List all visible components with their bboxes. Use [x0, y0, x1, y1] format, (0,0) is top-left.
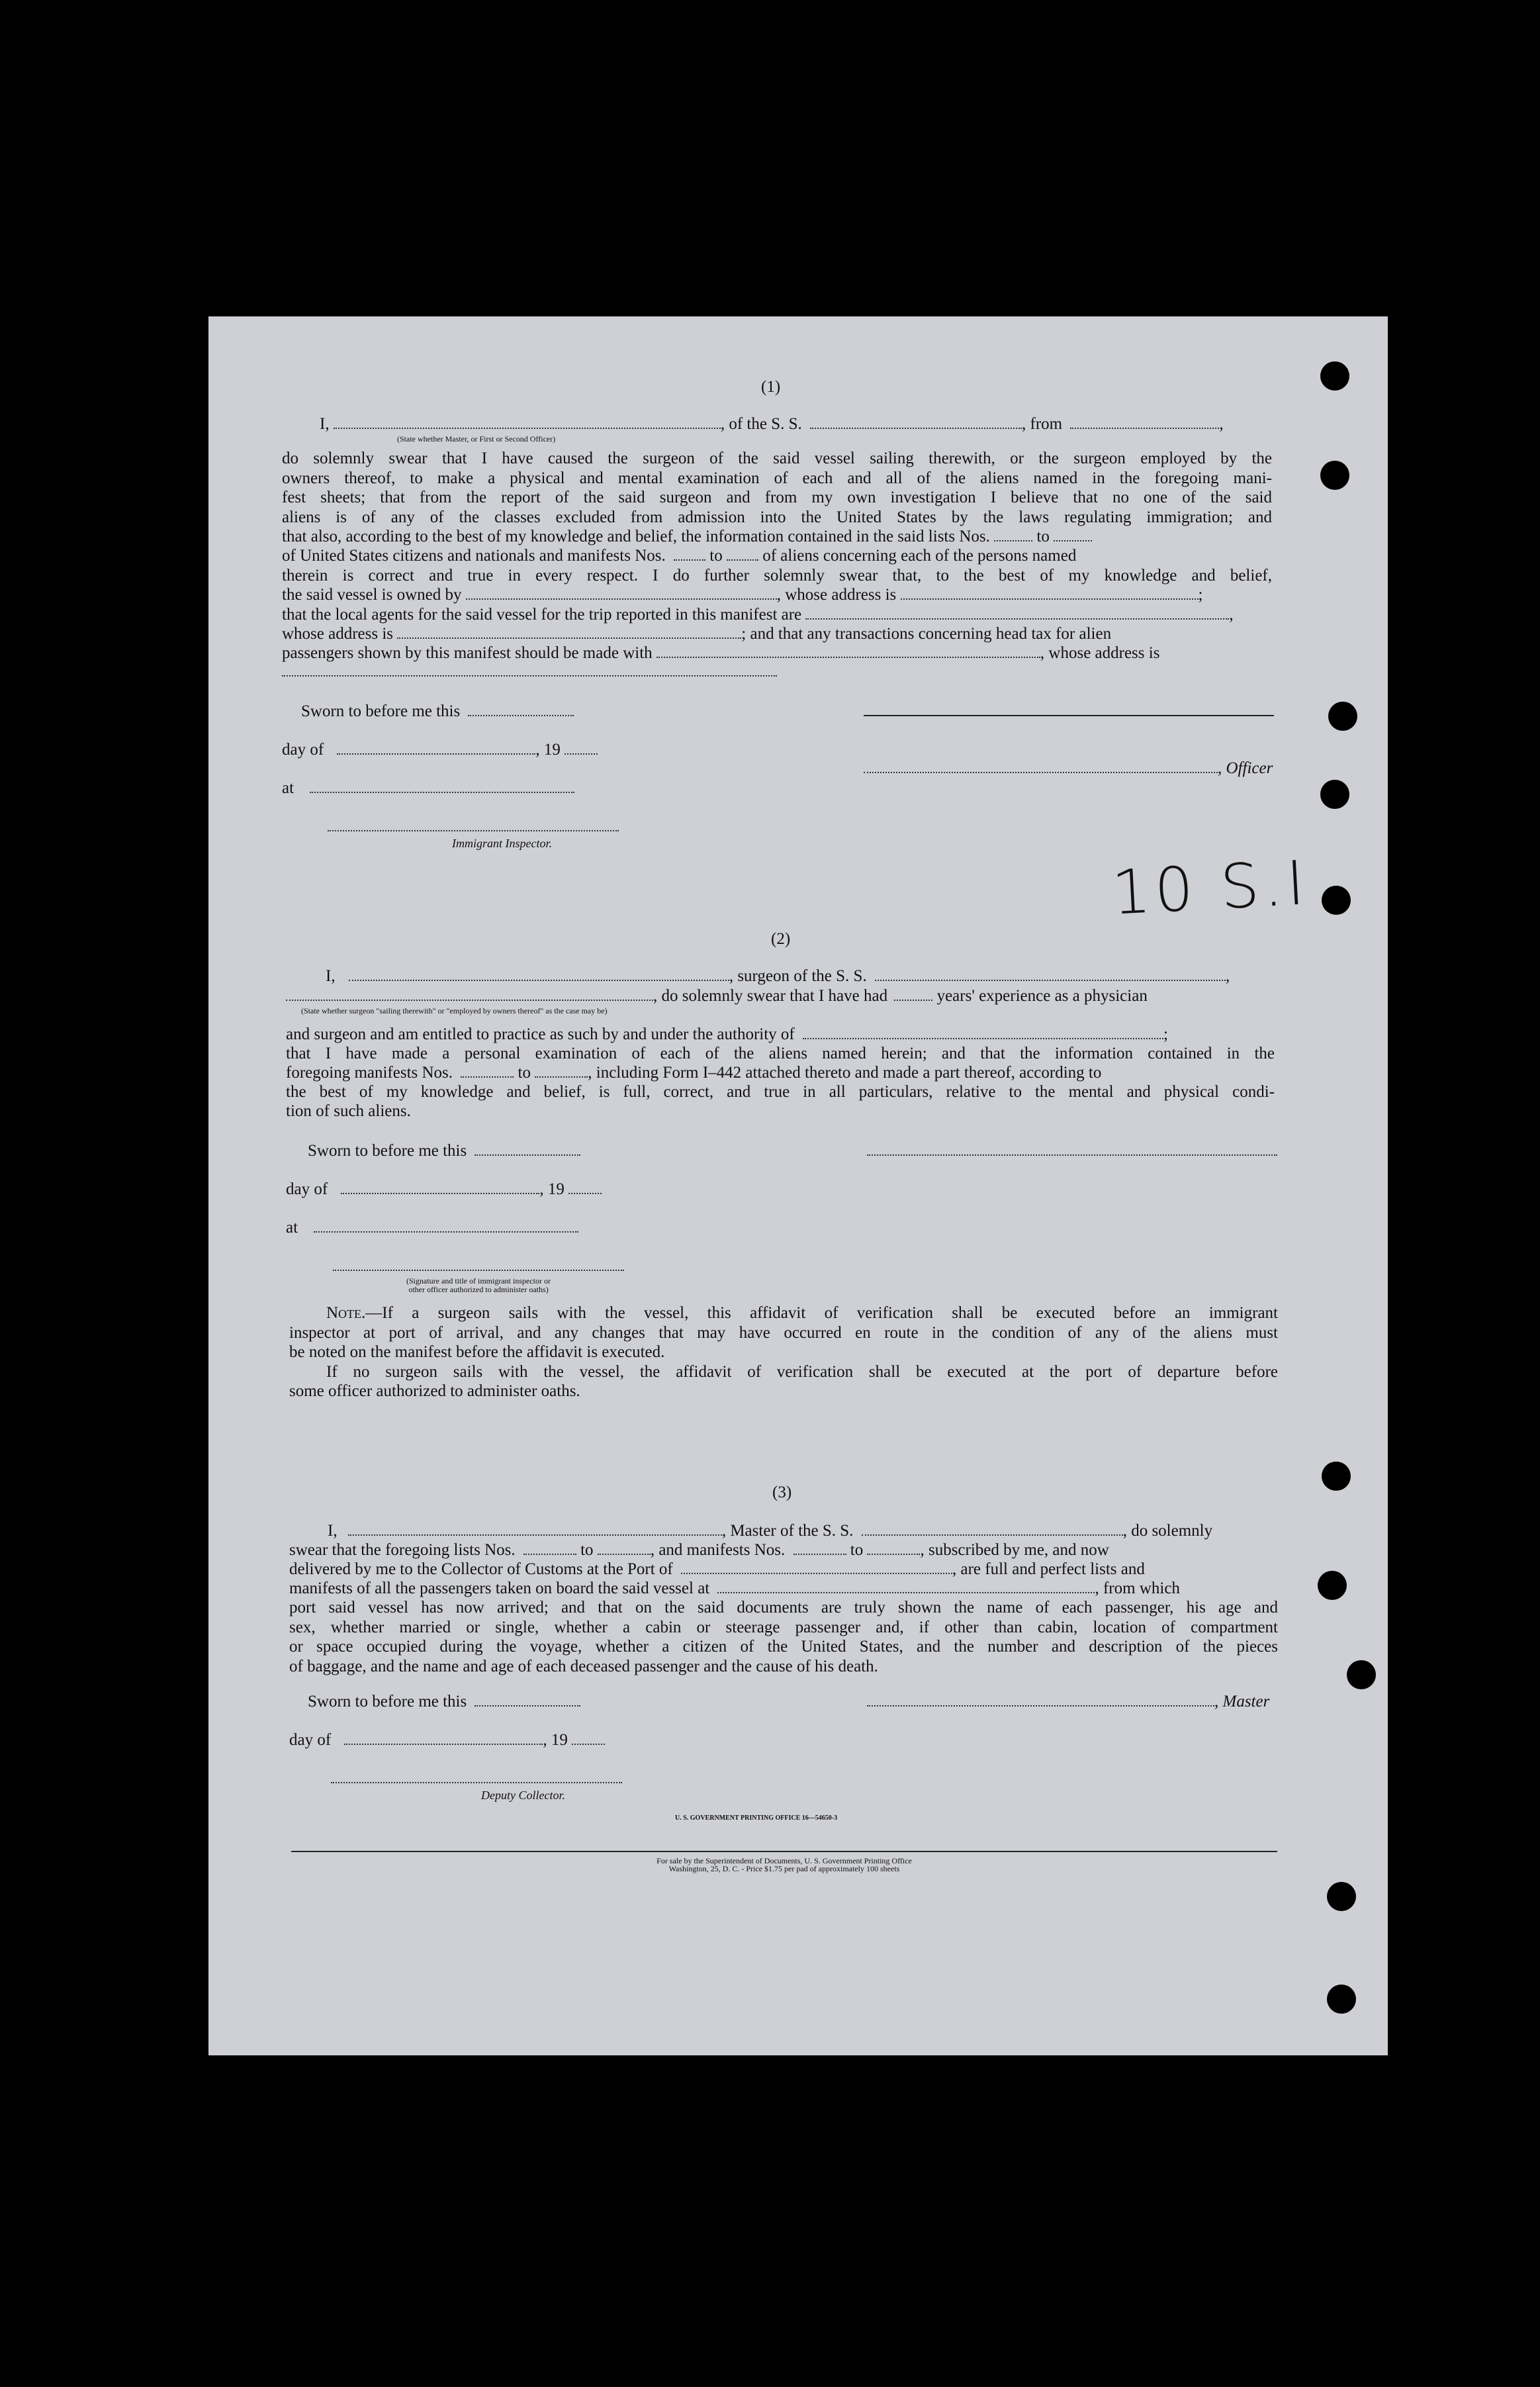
printer-imprint: U. S. GOVERNMENT PRINTING OFFICE 16—54650-3: [675, 1814, 838, 1822]
binder-hole: [1320, 461, 1349, 490]
text: therein is correct and true in every respect. I do further solemnly swear that, to the best of my knowledge and belief,: [282, 567, 1272, 585]
binder-hole: [1327, 1985, 1356, 2014]
s1-body-line: fest sheets; that from the report of the said surgeon and from my own investigation I believe that no one of the said: [282, 489, 1272, 507]
section-number: (1): [761, 378, 781, 396]
text: I,: [320, 415, 330, 433]
text: Sworn to before me this: [301, 702, 461, 720]
section-number: (3): [772, 1483, 792, 1501]
continuation-line: [282, 675, 777, 677]
text: , and manifests Nos.: [650, 1541, 786, 1559]
text: to: [709, 547, 723, 565]
binder-hole: [1327, 1882, 1356, 1911]
text: whose address is: [282, 625, 394, 643]
s2-line-3: [286, 1025, 1168, 1045]
s1-line-11: [282, 643, 1159, 663]
text: that the local agents for the said vessel for the trip reported in this manifest are: [282, 606, 802, 624]
s3-dayof: [289, 1730, 605, 1750]
s1-sworn: [301, 702, 574, 722]
handwritten-annotation: 10 S.I: [1110, 847, 1310, 929]
text: , 19: [539, 1180, 565, 1198]
binder-hole: [1320, 361, 1349, 391]
s1-dayof: [282, 740, 598, 760]
s1-line-5: [282, 527, 1092, 547]
text: , 19: [535, 741, 561, 759]
text: Sworn to before me this: [308, 1693, 467, 1710]
s2-caption: (State whether surgeon "sailing therewith" or "employed by owners thereof" as the case may be): [301, 1006, 608, 1015]
note-line: some officer authorized to administer oaths.: [289, 1382, 580, 1401]
s3-body-line: sex, whether married or single, whether a cabin or steerage passenger and, if other than cabin, location of compartment: [289, 1618, 1278, 1636]
deputy-signature-line: [331, 1782, 622, 1783]
s2-line-2: [286, 986, 1148, 1006]
s2-line-1: [326, 966, 1230, 986]
text: ,: [1229, 606, 1234, 624]
text: the said vessel is owned by: [282, 586, 462, 604]
s2-line-5: [286, 1063, 1101, 1083]
text: ;: [1163, 1025, 1168, 1043]
inspector-signature-line: [328, 830, 619, 831]
sale-notice-1: For sale by the Superintendent of Documents, U. S. Government Printing Office: [657, 1856, 912, 1865]
s2-line-4: [286, 1044, 1275, 1064]
text: at: [282, 779, 294, 797]
text: and surgeon and am entitled to practice as such by and under the authority of: [286, 1025, 795, 1043]
text: , are full and perfect lists and: [952, 1560, 1145, 1578]
form-page: [208, 316, 1388, 2055]
text: passengers shown by this manifest should be made with: [282, 644, 653, 662]
text: to: [518, 1064, 531, 1082]
note-line: [289, 1303, 1278, 1323]
text: day of: [286, 1180, 328, 1198]
note-line: inspector at port of arrival, and any changes that may have occurred en route in the condition of any of the aliens must: [289, 1323, 1278, 1342]
s3-sworn: [308, 1692, 580, 1712]
s3-master: [867, 1692, 1269, 1712]
text: day of: [282, 741, 324, 759]
s3-line-2: [289, 1540, 1109, 1560]
s2-sworn: [308, 1141, 580, 1161]
text: of United States citizens and nationals and manifests Nos.: [282, 547, 666, 565]
s1-body-line: owners thereof, to make a physical and mental examination of each and all of the aliens named in the foregoing mani-: [282, 469, 1272, 487]
text: Sworn to before me this: [308, 1142, 467, 1160]
inspector-signature-line: [333, 1270, 624, 1271]
text: of aliens concerning each of the persons named: [762, 547, 1077, 565]
text: I,: [326, 967, 336, 985]
text: day of: [289, 1731, 332, 1749]
text: , from: [1022, 415, 1063, 433]
s1-line-1: [320, 414, 1224, 434]
s2-sig-caption-2: other officer authorized to administer oaths): [408, 1285, 549, 1294]
text: swear that the foregoing lists Nos.: [289, 1541, 516, 1559]
binder-hole: [1322, 1462, 1351, 1491]
text: to: [580, 1541, 594, 1559]
text: foregoing manifests Nos.: [286, 1064, 453, 1082]
text: , do solemnly: [1122, 1522, 1213, 1540]
text: ;: [1198, 586, 1203, 604]
text: ,: [1225, 967, 1230, 985]
s1-line-9: [282, 605, 1234, 625]
binder-hole: [1320, 780, 1349, 809]
s3-line-1: [328, 1521, 1212, 1541]
s1-body-line: aliens is of any of the classes excluded from admission into the United States by the laws regulating immigration; and: [282, 508, 1272, 526]
s1-line-10: [282, 624, 1111, 644]
binder-hole: [1347, 1660, 1376, 1689]
s1-officer: [864, 759, 1273, 778]
text: , from which: [1095, 1579, 1180, 1597]
surgeon-signature-line: [867, 1154, 1277, 1156]
note-line: If no surgeon sails with the vessel, the affidavit of verification shall be executed at the port of departure before: [326, 1362, 1278, 1381]
s1-body: [282, 449, 1272, 527]
s1-at: [282, 778, 574, 798]
s2-dayof: [286, 1180, 602, 1199]
s1-line-6: [282, 546, 1076, 566]
s3-body-line: of baggage, and the name and age of each deceased passenger and the cause of his death.: [289, 1657, 878, 1675]
text: , whose address is: [1040, 644, 1160, 662]
text: delivered by me to the Collector of Customs at the Port of: [289, 1560, 673, 1578]
text: , Master: [1214, 1693, 1270, 1710]
s3-body: [289, 1598, 1278, 1676]
binder-hole: [1318, 1571, 1347, 1600]
s3-deputy: Deputy Collector.: [481, 1789, 565, 1802]
sale-notice-2: Washington, 25, D. C. - Price $1.75 per pad of approximately 100 sheets: [668, 1864, 900, 1873]
s2-note: [289, 1303, 1278, 1401]
s1-inspector: Immigrant Inspector.: [452, 837, 552, 850]
s1-line-8: [282, 585, 1202, 605]
s2-line-7: tion of such aliens.: [286, 1102, 411, 1120]
s2-at: [286, 1218, 578, 1238]
text: , whose address is: [776, 586, 897, 604]
text: , including Form I–442 attached thereto and made a part thereof, according to: [588, 1064, 1102, 1082]
text: manifests of all the passengers taken on board the said vessel at: [289, 1579, 710, 1597]
section-number: (2): [771, 930, 791, 948]
text: I,: [328, 1522, 338, 1540]
text: that also, according to the best of my knowledge and belief, the information contained in the said lists Nos.: [282, 528, 990, 545]
s3-line-3: [289, 1560, 1145, 1579]
officer-signature-line: [864, 715, 1274, 716]
s3-body-line: port said vessel has now arrived; and that on the said documents are truly shown the name of each passenger, his age and: [289, 1599, 1278, 1616]
text: to: [850, 1541, 864, 1559]
text: ; and that any transactions concerning head tax for alien: [741, 625, 1112, 643]
s1-line-7: [282, 566, 1272, 586]
binder-hole: [1328, 702, 1357, 731]
text: , of the S. S.: [720, 415, 802, 433]
binder-hole: [1322, 886, 1351, 915]
text: , Master of the S. S.: [721, 1522, 854, 1540]
note-label: Note.: [326, 1304, 366, 1322]
s3-body-line: or space occupied during the voyage, whether a citizen of the United States, and the number and description of the pieces: [289, 1638, 1278, 1656]
text: years' experience as a physician: [936, 987, 1148, 1005]
text: , Officer: [1218, 759, 1273, 777]
text: —If a surgeon sails with the vessel, this affidavit of verification shall be executed before an immigrant: [365, 1304, 1278, 1322]
s1-body-line: do solemnly swear that I have caused the surgeon of the said vessel sailing therewith, or the surgeon employed by the: [282, 449, 1272, 467]
s2-sig-caption-1: (Signature and title of immigrant inspector or: [406, 1276, 551, 1286]
text: that I have made a personal examination of each of the aliens named herein; and that the information contained in the: [286, 1045, 1275, 1062]
text: to: [1036, 528, 1050, 545]
text: , surgeon of the S. S.: [729, 967, 867, 985]
text: the best of my knowledge and belief, is full, correct, and true in all particulars, relative to the mental and physical condi-: [286, 1083, 1275, 1101]
text: , subscribed by me, and now: [920, 1541, 1109, 1559]
s3-line-4: [289, 1579, 1180, 1599]
s1-caption: (State whether Master, or First or Second Officer): [397, 434, 556, 444]
text: , do solemnly swear that I have had: [653, 987, 888, 1005]
text: at: [286, 1219, 298, 1237]
note-line: be noted on the manifest before the affidavit is executed.: [289, 1343, 665, 1362]
text: , 19: [543, 1731, 568, 1749]
footer-rule: [291, 1851, 1277, 1852]
text: ,: [1219, 415, 1224, 433]
s2-line-6: [286, 1082, 1275, 1102]
